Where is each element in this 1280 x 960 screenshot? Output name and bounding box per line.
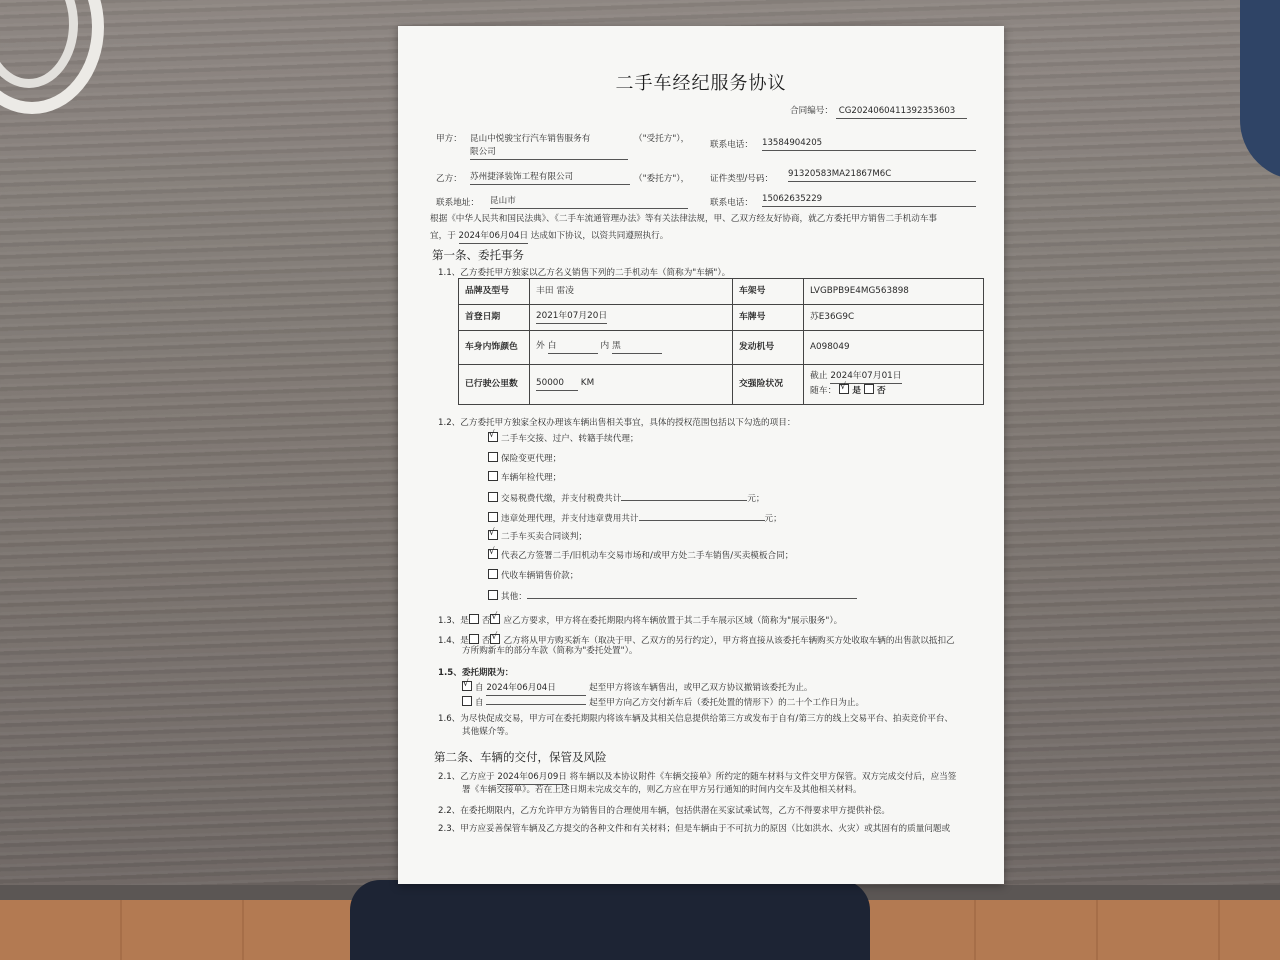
clause-2-1-line1 — [438, 772, 956, 785]
party-a-role: （"受托方"）， — [634, 134, 690, 144]
clause-1-2: 1.2、乙方委托甲方独家全权办理该车辆出售相关事宜，具体的授权范围包括以下勾选的项目： — [438, 418, 796, 428]
option-label: 车辆年检代理； — [501, 473, 562, 483]
c14-no: 否 — [481, 636, 491, 646]
other-blank — [527, 588, 857, 599]
term-a-checkbox[interactable] — [462, 681, 472, 691]
clause-1-6-line2: 其他媒介等。 — [462, 727, 514, 737]
brand-label: 品牌及型号 — [459, 279, 530, 305]
clause-2-3: 2.3、甲方应妥善保管车辆及乙方提交的各种文件和有关材料；但是车辆由于不可抗力的原因（比如洪水、火灾）或其固有的质量问题或 — [438, 824, 951, 834]
c21-date: 2024年06月09日 — [497, 772, 567, 785]
option-label: 二手车交接、过户、转籍手续代理； — [501, 434, 639, 444]
int-prefix: 内 — [600, 341, 610, 352]
party-b-label: 乙方： — [436, 174, 462, 184]
reg-cell — [530, 305, 733, 331]
ins-date: 2024年07月01日 — [830, 371, 901, 384]
party-b-id: 91320583MA21867M6C — [788, 169, 976, 182]
party-a-name-line1: 昆山中悦骏宝行汽车销售服务有 — [470, 134, 591, 144]
authorization-option — [488, 530, 587, 544]
option-checkbox[interactable] — [488, 492, 498, 502]
term-b-date-blank — [486, 694, 586, 705]
term-option-b — [462, 694, 864, 710]
ins-prefix: 截止 — [810, 371, 828, 382]
term-b-prefix: 自 — [475, 698, 484, 708]
option-checkbox[interactable] — [488, 432, 498, 442]
address-value: 昆山市 — [490, 196, 688, 209]
ins-yes-checkbox[interactable] — [839, 384, 849, 394]
c13-no-checkbox[interactable] — [490, 614, 500, 624]
contract-no-label: 合同编号： — [790, 106, 833, 116]
option-label: 代表乙方签署二手/旧机动车交易市场和/或甲方处二手车销售/买卖模板合同； — [501, 551, 794, 561]
reg-value: 2021年07月20日 — [536, 311, 607, 324]
party-a-phone-label: 联系电话： — [710, 140, 753, 150]
c13-yes: 1.3、是 — [438, 616, 469, 626]
option-checkbox[interactable] — [488, 452, 498, 462]
ins-yes-label: 是 — [852, 386, 862, 396]
party-a-phone: 13584904205 — [762, 138, 976, 151]
section2-title: 第二条、车辆的交付，保管及风险 — [434, 750, 607, 764]
preamble-prefix: 宜，于 — [430, 231, 456, 241]
amount-blank — [621, 490, 747, 501]
blue-object — [1240, 0, 1280, 180]
option-tail: 元； — [764, 514, 782, 524]
option-checkbox[interactable] — [488, 549, 498, 559]
reg-label: 首登日期 — [459, 305, 530, 331]
clause-1-6-line1: 1.6、为尽快促成交易，甲方可在委托期限内将该车辆及其相关信息提供给第三方或发布于自有/第三方的线上交易平台、拍卖竞价平台、 — [438, 714, 954, 724]
section1-title: 第一条、委托事务 — [432, 248, 524, 262]
c13-yes-checkbox[interactable] — [469, 614, 479, 624]
int-color: 黑 — [612, 341, 662, 354]
option-label: 代收车辆销售价款； — [501, 571, 579, 581]
option-label: 违章处理代理，并支付违章费用共计 — [501, 514, 639, 524]
plate-value: 苏E36G9C — [804, 305, 984, 331]
option-tail: 元； — [747, 494, 765, 504]
vin-label: 车架号 — [733, 279, 804, 305]
vehicle-table — [458, 278, 984, 405]
contract-no-row — [790, 106, 967, 119]
insurance-label: 交强险状况 — [733, 365, 804, 405]
clause-1-5: 1.5、委托期限为： — [438, 668, 514, 678]
c14-no-checkbox[interactable] — [490, 634, 500, 644]
color-cell — [530, 331, 733, 365]
preamble-line1: 根据《中华人民共和国民法典》、《二手车流通管理办法》等有关法律法规，甲、乙双方经友好协商，就乙方委托甲方销售二手机动车事 — [430, 214, 938, 224]
clause-1-3 — [438, 614, 842, 628]
engine-label: 发动机号 — [733, 331, 804, 365]
clause-2-1-line2: 署《车辆交接单》。若在上述日期未完成交车的，则乙方应在甲方另行通知的时间内交车及其他相关材料。 — [462, 785, 862, 795]
preamble-line2 — [430, 231, 668, 244]
term-a-text: 起至甲方将该车辆售出，或甲乙双方协议撤销该委托为止。 — [589, 683, 813, 693]
ext-prefix: 外 — [536, 341, 545, 352]
insurance-cell — [804, 365, 984, 405]
plate-label: 车牌号 — [733, 305, 804, 331]
c21-text: 将车辆以及本协议附件《车辆交接单》所约定的随车材料与文件交甲方保管。双方完成交付后，应当签 — [569, 772, 957, 782]
ins-no-checkbox[interactable] — [864, 384, 874, 394]
term-a-prefix: 自 — [475, 683, 484, 693]
authorization-option — [488, 569, 578, 583]
preamble-date: 2024年06月04日 — [459, 231, 529, 244]
option-label: 保险变更代理； — [501, 454, 562, 464]
party-b-name: 苏州捷泽装饰工程有限公司 — [470, 172, 630, 185]
clause-1-4-cont: 方所购新车的部分车款（简称为"委托处置"）。 — [462, 646, 638, 656]
term-b-text: 起至甲方向乙方交付新车后（委托处置的情形下）的二十个工作日为止。 — [589, 698, 865, 708]
c14-text: 乙方将从甲方购买新车（取决于甲、乙双方的另行约定），甲方将直接从该委托车辆购买方处收取车辆的出售款以抵扣乙 — [503, 636, 955, 646]
party-a-name-line2: 限公司 — [470, 147, 628, 160]
preamble-suffix: 达成如下协议，以资共同遵照执行。 — [530, 231, 669, 241]
c14-yes-checkbox[interactable] — [469, 634, 479, 644]
c13-text: 应乙方要求，甲方将在委托期限内将车辆放置于其二手车展示区域（简称为"展示服务"）。 — [503, 616, 843, 626]
doc-title: 二手车经纪服务协议 — [615, 73, 787, 94]
option-label: 其他： — [501, 592, 527, 602]
ins-with-label: 随车： — [810, 386, 837, 396]
c14-yes: 1.4、是 — [438, 636, 469, 646]
color-label: 车身内饰颜色 — [459, 331, 530, 365]
authorization-option — [488, 588, 857, 604]
option-checkbox[interactable] — [488, 569, 498, 579]
party-b-role: （"委托方"）， — [634, 174, 690, 184]
option-label: 交易税费代缴，并支付税费共计 — [501, 494, 622, 504]
term-a-date: 2024年06月04日 — [486, 683, 586, 696]
km-cell — [530, 365, 733, 405]
option-checkbox[interactable] — [488, 590, 498, 600]
term-b-checkbox[interactable] — [462, 696, 472, 706]
brand-value: 丰田 雷凌 — [530, 279, 733, 305]
option-checkbox[interactable] — [488, 530, 498, 540]
authorization-option — [488, 490, 765, 506]
contract-no-value: CG2024060411392353603 — [836, 106, 967, 119]
clause-2-2: 2.2、在委托期限内，乙方允许甲方为销售目的合理使用车辆，包括供潜在买家试乘试驾，乙方不得要求甲方提供补偿。 — [438, 806, 890, 816]
km-value: 50000 — [536, 378, 578, 391]
km-unit: KM — [580, 378, 595, 389]
authorization-option — [488, 452, 561, 466]
dark-object — [350, 880, 870, 960]
party-a-label: 甲方： — [436, 134, 462, 144]
clause-1-1: 1.1、乙方委托甲方独家以乙方名义销售下列的二手机动车（简称为"车辆"）。 — [438, 268, 731, 278]
engine-value: A098049 — [804, 331, 984, 365]
party-b-phone: 15062635229 — [762, 194, 976, 207]
ins-no-label: 否 — [876, 386, 886, 396]
id-type-label: 证件类型/号码： — [710, 174, 774, 184]
option-checkbox[interactable] — [488, 512, 498, 522]
authorization-option — [488, 471, 561, 485]
c21-prefix: 2.1、乙方应于 — [438, 772, 495, 782]
contract-paper — [398, 26, 1004, 884]
km-label: 已行驶公里数 — [459, 365, 530, 405]
option-label: 二手车买卖合同谈判； — [501, 532, 587, 542]
vin-value: LVGBPB9E4MG563898 — [804, 279, 984, 305]
authorization-option — [488, 510, 782, 526]
authorization-option — [488, 549, 793, 563]
authorization-option — [488, 432, 639, 446]
option-checkbox[interactable] — [488, 471, 498, 481]
party-b-phone-label: 联系电话： — [710, 198, 753, 208]
ext-color: 白 — [548, 341, 598, 354]
c13-no: 否 — [481, 616, 491, 626]
amount-blank — [639, 510, 765, 521]
address-label: 联系地址： — [436, 198, 479, 208]
